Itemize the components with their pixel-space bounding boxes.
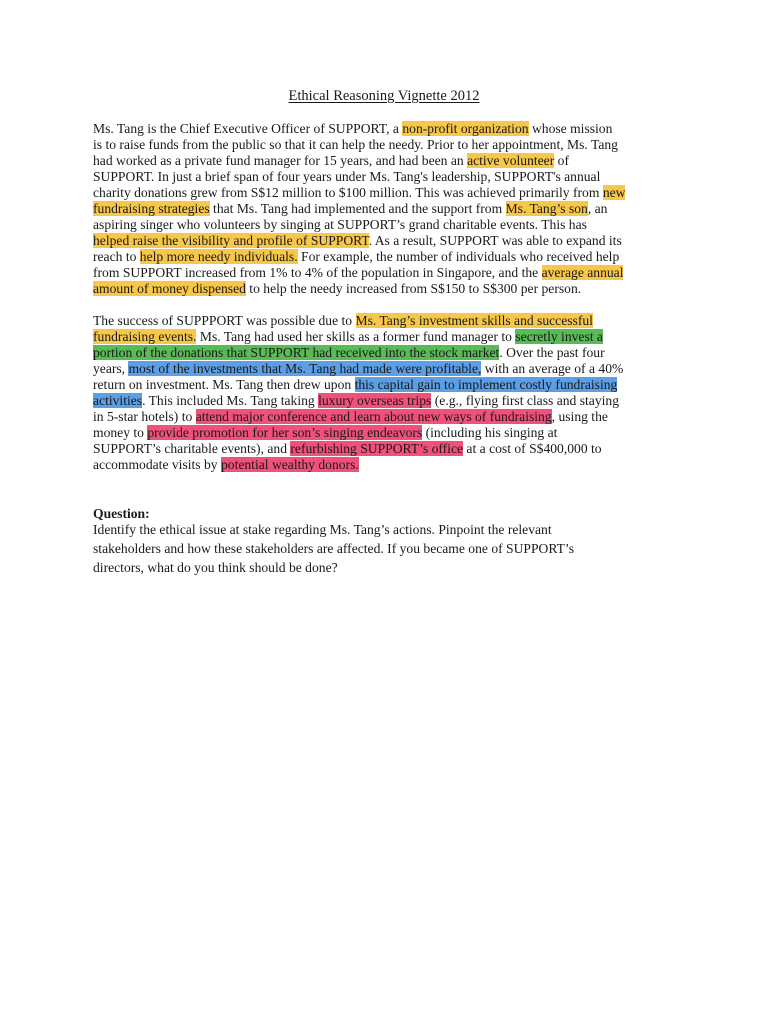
question-line: Identify the ethical issue at stake regarding Ms. Tang’s actions. Pinpoint the relevant (93, 522, 552, 537)
highlight-red: potential wealthy donors. (220, 457, 359, 472)
question-line: directors, what do you think should be done? (93, 560, 338, 575)
text-run: return on investment. Ms. Tang then drew upon (93, 377, 355, 392)
text-run: is to raise funds from the public so that it can help the needy. Prior to her appointment, Ms. Tang (93, 137, 618, 152)
highlight-red: attend major conference and learn about new ways of fundraising (195, 409, 552, 424)
highlight-red: provide promotion for her son’s singing endeavors (147, 425, 423, 440)
paragraph-line (93, 121, 612, 137)
highlight-yellow: active volunteer (467, 153, 555, 168)
text-run: The success of SUPPPORT was possible due to (93, 313, 356, 328)
text-run: had worked as a private fund manager for 15 years, and had been an (93, 153, 468, 168)
text-run: in 5-star hotels) to (93, 409, 196, 424)
paragraph-line (93, 281, 581, 297)
highlight-blue: this capital gain to implement costly fundraising (354, 377, 618, 392)
paragraph-line (93, 377, 617, 393)
text-run: whose mission (528, 121, 613, 136)
text-run: aspiring singer who volunteers by singing at SUPPORT’s grand charitable events. This has (93, 217, 587, 232)
paragraph-line (93, 265, 623, 281)
paragraph-line (93, 425, 557, 441)
highlight-yellow: Ms. Tang’s investment skills and successful (355, 313, 593, 328)
paragraph-line (93, 441, 602, 457)
question-line: stakeholders and how these stakeholders are affected. If you became one of SUPPORT’s (93, 541, 574, 556)
text-run: . As a result, SUPPORT was able to expand its (368, 233, 622, 248)
paragraph-line (93, 345, 605, 361)
text-run: For example, the number of individuals who received help (297, 249, 620, 264)
highlight-yellow: fundraising events. (93, 329, 197, 344)
highlight-yellow: Ms. Tang’s son (505, 201, 588, 216)
text-run: Ms. Tang had used her skills as a former fund manager to (196, 329, 516, 344)
text-run: years, (93, 361, 129, 376)
text-run: charity donations grew from S$12 million to $100 million. This was achieved primarily from (93, 185, 603, 200)
text-run: . Over the past four (499, 345, 605, 360)
paragraph-line (93, 329, 603, 345)
paragraph-line (93, 457, 359, 473)
highlight-blue: activities (93, 393, 143, 408)
paragraph-line (93, 361, 623, 377)
highlight-green: secretly invest a (515, 329, 603, 344)
highlight-yellow: new (602, 185, 626, 200)
text-run: Ms. Tang is the Chief Executive Officer of SUPPORT, a (93, 121, 403, 136)
paragraph-line (93, 201, 607, 217)
highlight-yellow: average annual (541, 265, 624, 280)
text-run: to help the needy increased from S$150 to S$300 per person. (245, 281, 582, 296)
text-run: from SUPPORT increased from 1% to 4% of the population in Singapore, and the (93, 265, 542, 280)
paragraph-line (93, 313, 593, 329)
text-run: , using the (551, 409, 608, 424)
text-run: . This included Ms. Tang taking (142, 393, 319, 408)
text-run: money to (93, 425, 148, 440)
highlight-yellow: amount of money dispensed (93, 281, 246, 296)
text-run: accommodate visits by (93, 457, 221, 472)
text-run: with an average of a 40% (481, 361, 624, 376)
paragraph-line (93, 217, 587, 233)
highlight-blue: most of the investments that Ms. Tang had made were profitable, (128, 361, 482, 376)
question-heading: Question: (93, 506, 150, 521)
document-title: Ethical Reasoning Vignette 2012 (288, 88, 480, 104)
paragraph-line (93, 153, 569, 169)
highlight-green: portion of the donations that SUPPORT had received into the stock market (93, 345, 500, 360)
text-run: SUPPORT. In just a brief span of four years under Ms. Tang's leadership, SUPPORT's annual (93, 169, 601, 184)
text-run: at a cost of S$400,000 to (463, 441, 602, 456)
text-run: (e.g., flying first class and staying (431, 393, 619, 408)
text-run: , an (587, 201, 608, 216)
paragraph-line (93, 233, 622, 249)
highlight-red: refurbishing SUPPORT’s office (290, 441, 464, 456)
highlight-yellow: fundraising strategies (93, 201, 210, 216)
highlight-red: luxury overseas trips (318, 393, 432, 408)
text-run: of (554, 153, 569, 168)
paragraph-line (93, 185, 625, 201)
paragraph-line (93, 393, 619, 409)
paragraph-line (93, 409, 608, 425)
highlight-yellow: helped raise the visibility and profile of SUPPORT (93, 233, 369, 248)
paragraph-line (93, 137, 618, 153)
paragraph-line (93, 169, 600, 185)
highlight-yellow: help more needy individuals. (139, 249, 298, 264)
paragraph-line (93, 249, 619, 265)
text-run: (including his singing at (422, 425, 558, 440)
text-run: SUPPORT’s charitable events), and (93, 441, 291, 456)
highlight-yellow: non-profit organization (402, 121, 529, 136)
text-run: that Ms. Tang had implemented and the support from (209, 201, 506, 216)
text-run: reach to (93, 249, 140, 264)
